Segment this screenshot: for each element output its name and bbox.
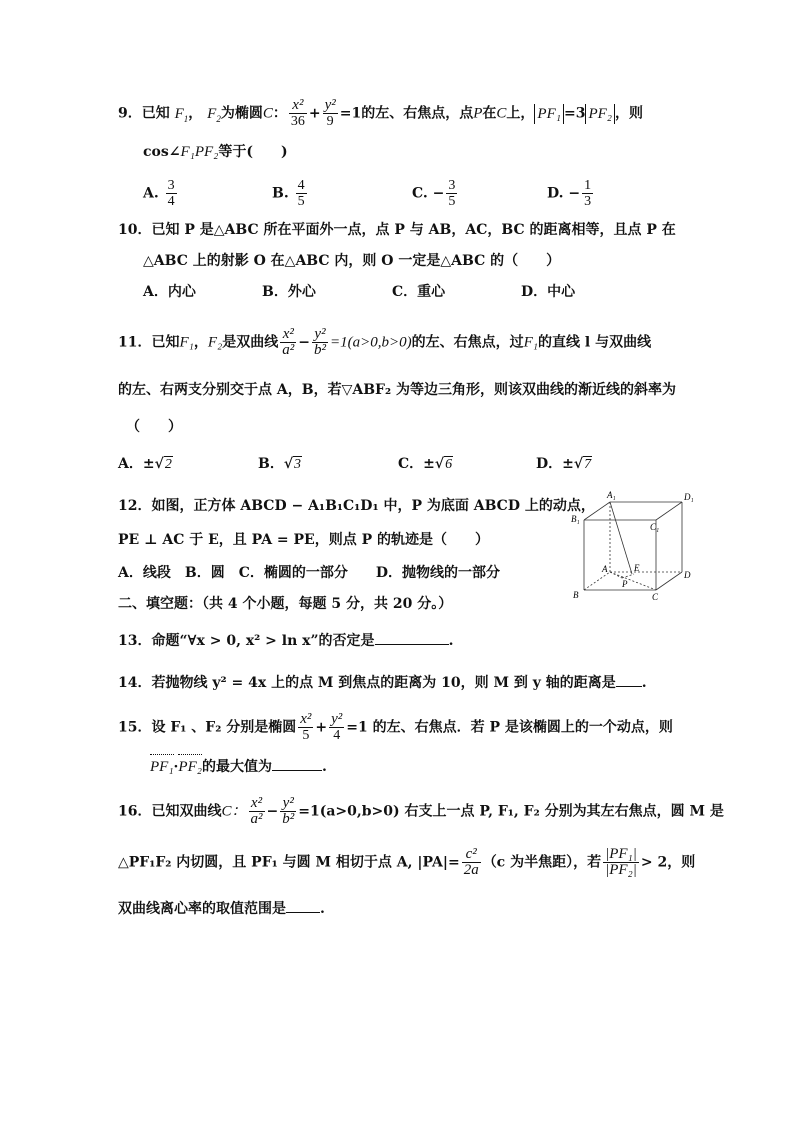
q10-option-c[interactable]: C．重心 (392, 284, 446, 300)
fig-label-E: E (634, 563, 640, 573)
q13-answer-blank[interactable] (375, 630, 449, 645)
q14-line: 14．若抛物线 y² = 4x 上的点 M 到焦点的距离为 10，则 M 到 y 轴的距离是 . (118, 672, 647, 693)
q9-option-a[interactable]: A. $\frac{3}{4}$ (143, 178, 175, 209)
q9-line1: 9．已知 $F_1$， $F_2$为椭圆C： $\frac{\text{x²}}{36}$ + $\frac{\text{y²}}{9}$ =1的左、右焦点，点P在C上， PF₁ =3 PF₂ ，则 (118, 97, 643, 129)
q12-line2: PE ⊥ AC 于 E，且 PA = PE，则点 P 的轨迹是（ ） (118, 532, 490, 548)
q16-answer-blank[interactable] (286, 898, 320, 913)
q11-frac-x: $\frac{\text{x²}}{\text{a²}}$ (282, 326, 295, 358)
q10-option-a[interactable]: A．内心 (143, 284, 196, 300)
fig-label-P: P (622, 579, 628, 589)
q9-line2: cos∠F₁PF₂等于( ) (143, 144, 288, 160)
q11-option-b[interactable]: B．√3 (258, 456, 302, 472)
q12-line1: 12．如图，正方体 ABCD − A₁B₁C₁D₁ 中，P 为底面 ABCD 上的动点， (118, 498, 595, 514)
q9-option-c[interactable]: C. − $\frac{3}{5}$ (412, 178, 456, 209)
fig-label-B1: B₁ (571, 514, 580, 524)
q9-frac-x: $\frac{\text{x²}}{36}$ (290, 97, 305, 129)
q10-line1: 10．已知 P 是△ABC 所在平面外一点，点 P 与 AB，AC，BC 的距离相等，且点 P 在 (118, 222, 676, 238)
q15-line1: 15．设 F₁ 、F₂ 分别是椭圆 $\frac{\text{x²}}{5}$ + $\frac{\text{y²}}{4}$ =1 的左、右焦点．若 P 是该椭圆上的一个动点，则 (118, 711, 673, 743)
q10-option-b[interactable]: B．外心 (262, 284, 316, 300)
q9-option-b[interactable]: B. $\frac{4}{5}$ (272, 178, 305, 209)
fig-label-A1: A₁ (607, 490, 616, 500)
q15-frac-y: $\frac{\text{y²}}{4}$ (331, 711, 343, 743)
q11-line2: 的左、右两支分别交于点 A，B，若▽ABF₂ 为等边三角形，则该双曲线的渐近线的斜率为 (118, 382, 676, 398)
q11-line1: 11．已知F₁，F₂是双曲线 $\frac{\text{x²}}{\text{a²}}$ − $\frac{\text{y²}}{\text{b²}}$ =1(a>0,b>0)的左、右焦点，过F₁的直线 l 与双曲线 (118, 326, 652, 358)
q11-option-c[interactable]: C．±√6 (398, 456, 453, 472)
q16-frac-y: $\frac{\text{y²}}{\text{b²}}$ (282, 795, 295, 827)
fig-label-C: C (652, 592, 659, 602)
section-2-heading: 二、填空题：（共 4 个小题，每题 5 分，共 20 分。） (118, 596, 453, 612)
q16-line2: △PF₁F₂ 内切圆，且 PF₁ 与圆 M 相切于点 A, |PA|= $\frac{\text{c²}}{2a}$ （c 为半焦距），若 $\frac{\text{|PF₁|}}{\text{|PF₂|}}$ > 2，则 (118, 846, 696, 878)
q12-options[interactable]: A．线段 B．圆 C．椭圆的一部分 D．抛物线的一部分 (118, 565, 500, 581)
q10-line2: △ABC 上的射影 O 在△ABC 内，则 O 一定是△ABC 的（ ） (143, 253, 561, 269)
fig-label-B: B (573, 590, 579, 600)
q11-line3: （ ） (126, 419, 182, 435)
q11-option-a[interactable]: A．±√2 (118, 456, 172, 472)
q16-line1: 16．已知双曲线C： $\frac{\text{x²}}{\text{a²}}$ − $\frac{\text{y²}}{\text{b²}}$ =1(a>0,b>0) 右支上一点 P, F₁, F₂ 分别为其左右焦点，圆 M 是 (118, 795, 724, 827)
q10-option-d[interactable]: D．中心 (521, 284, 576, 300)
q16-line3: 双曲线离心率的取值范围是 . (118, 898, 325, 919)
q15-frac-x: $\frac{\text{x²}}{5}$ (300, 711, 312, 743)
q16-frac-c: $\frac{\text{c²}}{2a}$ (463, 846, 479, 878)
fig-label-D: D (684, 570, 691, 580)
q15-line2: PF₁·PF₂的最大值为 . (150, 756, 327, 777)
cube-figure (570, 488, 695, 603)
q16-frac-x: $\frac{\text{x²}}{\text{a²}}$ (250, 795, 263, 827)
q11-frac-y: $\frac{\text{y²}}{\text{b²}}$ (314, 326, 326, 358)
fig-label-C1: C₁ (650, 522, 660, 532)
q9-option-d[interactable]: D. − $\frac{1}{3}$ (547, 178, 592, 209)
fig-label-D1: D₁ (684, 492, 694, 502)
fig-label-A: A (602, 564, 608, 574)
q13-line: 13．命题“∀x > 0, x² > ln x”的否定是 . (118, 630, 453, 651)
q9-frac-y: $\frac{\text{y²}}{9}$ (324, 97, 336, 129)
q16-frac-pf: $\frac{\text{|PF₁|}}{\text{|PF₂|}}$ (605, 846, 637, 878)
q15-answer-blank[interactable] (272, 756, 322, 771)
q11-option-d[interactable]: D．±√7 (536, 456, 592, 472)
q14-answer-blank[interactable] (616, 672, 642, 687)
